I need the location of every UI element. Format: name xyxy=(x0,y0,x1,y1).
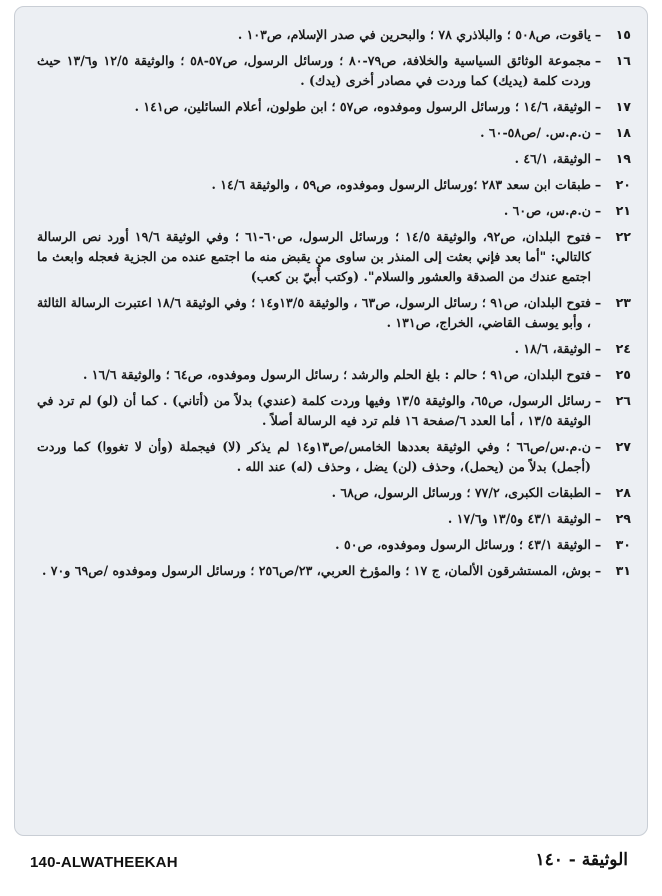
endnote-item xyxy=(37,201,631,221)
endnote-item xyxy=(37,483,631,503)
endnote-text: ياقوت، ص٥٠٨ ؛ والبلاذري ٧٨ ؛ والبحرين في صدر الإسلام، ص١٠٣ . xyxy=(237,27,591,42)
endnote-item xyxy=(37,293,631,333)
endnote-number: ٢١ xyxy=(615,203,631,218)
endnote-item xyxy=(37,365,631,385)
endnote-text: فتوح البلدان، ص٩١ ؛ رسائل الرسول، ص٦٣ ، والوثيقة ١٣/٥و١٤ ؛ وفي الوثيقة ١٨/٦ اعتبرت الرسالة الثالثة ، وأبو يوسف القاضي، الخراج، ص١٣١ . xyxy=(37,295,591,330)
endnote-number: ١٦ xyxy=(615,53,631,68)
endnote-number: ٢٧ xyxy=(615,439,631,454)
endnote-number: ١٨ xyxy=(615,125,631,140)
endnote-text: الوثيقة، ١٨/٦ . xyxy=(514,341,591,356)
endnote-item xyxy=(37,149,631,169)
endnote-text: ن.م.س، ص٦٠ . xyxy=(503,203,591,218)
endnote-text: فتوح البلدان، ص٩٢، والوثيقة ١٤/٥ ؛ ورسائل الرسول، ص٦٠-٦١ ؛ وفي الوثيقة ١٩/٦ أورد نص الرسالة كالتالي: "أما بعد فإني بعثت إلى المنذر بن ساوى من يقبض منه ما اجتمع عنده من الجزية فعجله وابعث ما اجتمع عندك من الصدقة والعشور والسلام". (وكتب أُبيّ بن كعب) xyxy=(37,229,591,284)
endnote-text: الوثيقة ٤٣/١ ؛ ورسائل الرسول وموفدوه، ص٥٠ . xyxy=(335,537,591,552)
endnotes-panel xyxy=(14,6,648,836)
endnote-dash: – xyxy=(594,203,602,218)
endnote-dash: – xyxy=(594,295,602,310)
endnote-item xyxy=(37,227,631,287)
endnote-number: ٣٠ xyxy=(615,537,631,552)
endnote-dash: – xyxy=(594,439,602,454)
endnote-dash: – xyxy=(594,99,602,114)
endnote-text: الوثيقة، ٤٦/١ . xyxy=(514,151,591,166)
endnote-dash: – xyxy=(594,511,602,526)
endnote-text: الوثيقة، ١٤/٦ ؛ ورسائل الرسول وموفدوه، ص٥٧ ؛ ابن طولون، أعلام السائلين، ص١٤١ . xyxy=(134,99,591,114)
page-footer xyxy=(0,846,662,886)
endnote-text: الوثيقة ٤٣/١ و١٣/٥ و١٧/٦ . xyxy=(447,511,591,526)
endnote-item xyxy=(37,97,631,117)
endnotes-list xyxy=(15,7,647,581)
endnote-item xyxy=(37,509,631,529)
endnote-text: طبقات ابن سعد ٢٨٣ ؛ورسائل الرسول وموفدوه، ص٥٩ ، والوثيقة ١٤/٦ . xyxy=(211,177,591,192)
endnote-item xyxy=(37,25,631,45)
endnote-dash: – xyxy=(594,367,602,382)
endnote-number: ١٥ xyxy=(615,27,631,42)
endnote-number: ٢٣ xyxy=(615,295,631,310)
endnote-item xyxy=(37,561,631,581)
endnote-dash: – xyxy=(594,177,602,192)
endnote-item xyxy=(37,535,631,555)
endnote-dash: – xyxy=(594,485,602,500)
endnote-item xyxy=(37,437,631,477)
endnote-item xyxy=(37,339,631,359)
footer-page-label-latin: 140-ALWATHEEKAH xyxy=(30,854,178,871)
endnote-dash: – xyxy=(594,27,602,42)
endnote-dash: – xyxy=(594,229,602,244)
endnote-item xyxy=(37,391,631,431)
endnote-text: ن.م.س/ص٦٦ ؛ وفي الوثيقة بعددها الخامس/ص١٣و١٤ لم يذكر (لا) فيجملة (وأن لا تغووا) كما وردت (أجمل) بدلاً من (يحمل)، وحذف (لن) يضل ، وحذف (له) عند الله . xyxy=(37,439,591,474)
endnote-dash: – xyxy=(594,563,602,578)
endnote-dash: – xyxy=(594,151,602,166)
endnote-number: ٢٤ xyxy=(615,341,631,356)
endnote-text: رسائل الرسول، ص٦٥، والوثيقة ١٣/٥ وفيها وردت كلمة (عندي) بدلاً من (أتاني) . كما أن (لو) لم ترد في الوثيقة ١٣/٥ ، أما العدد ٦/صفحة ١٦ فلم ترد فيه الرسالة أصلاً . xyxy=(37,393,591,428)
endnote-dash: – xyxy=(594,393,602,408)
endnote-number: ٢٢ xyxy=(615,229,631,244)
endnote-text: بوش، المستشرقون الألمان، ج ١٧ ؛ والمؤرخ العربي، ٢٣/ص٢٥٦ ؛ ورسائل الرسول وموفدوه /ص٦٩ و٧٠ . xyxy=(41,563,591,578)
endnote-number: ٢٨ xyxy=(615,485,631,500)
endnote-number: ٢٠ xyxy=(615,177,631,192)
endnote-number: ٢٦ xyxy=(615,393,631,408)
endnote-number: ٢٥ xyxy=(615,367,631,382)
endnote-item xyxy=(37,175,631,195)
endnote-number: ٣١ xyxy=(615,563,631,578)
endnote-dash: – xyxy=(594,341,602,356)
endnote-dash: – xyxy=(594,125,602,140)
endnote-number: ١٩ xyxy=(615,151,631,166)
endnote-dash: – xyxy=(594,53,602,68)
endnote-item xyxy=(37,123,631,143)
endnote-number: ١٧ xyxy=(615,99,631,114)
endnote-text: فتوح البلدان، ص٩١ ؛ حالم : بلغ الحلم والرشد ؛ رسائل الرسول وموفدوه، ص٦٤ ؛ والوثيقة ١٦/٦ . xyxy=(82,367,591,382)
footer-page-label-arabic: الوثيقة - ١٤٠ xyxy=(535,850,628,870)
endnote-number: ٢٩ xyxy=(615,511,631,526)
endnote-text: ن.م.س. /ص٥٨-٦٠ . xyxy=(480,125,591,140)
endnote-text: مجموعة الوثائق السياسية والخلافة، ص٧٩-٨٠ ؛ ورسائل الرسول، ص٥٧-٥٨ ؛ والوثيقة ١٢/٥ و١٣/٦ حيث وردت كلمة (يديك) كما وردت في مصادر أخرى (يدك) . xyxy=(37,53,591,88)
endnote-text: الطبقات الكبرى، ٧٧/٢ ؛ ورسائل الرسول، ص٦٨ . xyxy=(331,485,591,500)
endnote-item xyxy=(37,51,631,91)
endnote-dash: – xyxy=(594,537,602,552)
